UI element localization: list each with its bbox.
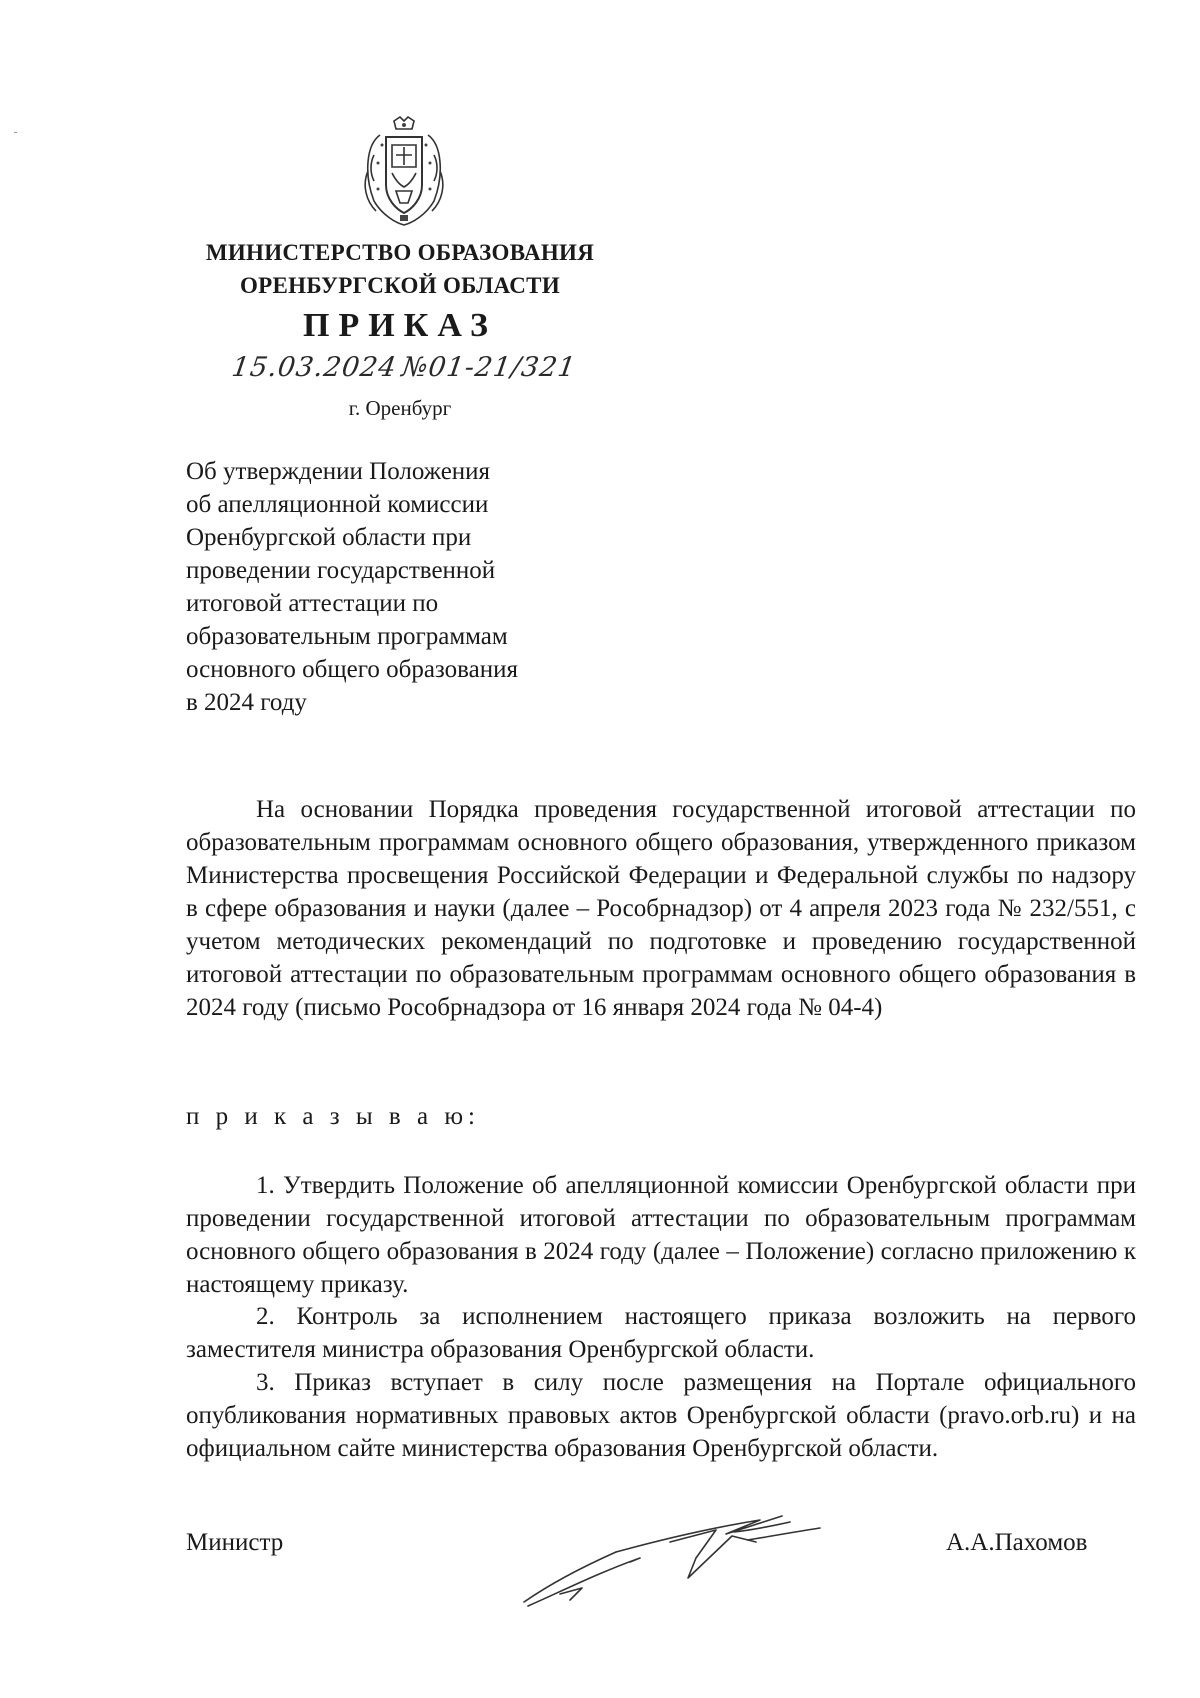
handwritten-date: 15.03.2024 [229, 352, 399, 383]
coat-of-arms-icon [356, 115, 452, 227]
subject-line: образовательным программам [186, 623, 508, 650]
resolve-word: п р и к а з ы в а ю: [186, 1103, 480, 1130]
ministry-name [150, 236, 650, 302]
city: г. Оренбург [348, 396, 452, 420]
subject-line: основного общего образования [186, 656, 518, 683]
order-subject [186, 455, 566, 719]
order-item-1: 1. Утвердить Положение об апелляционной комиссии Оренбургской области при проведении государственной итоговой аттестации по образовательным программам основного общего образования в 2024 году (далее – Положение) согласно приложению к настоящему приказу. [186, 1172, 1136, 1298]
subject-line: проведении государственной [186, 557, 496, 584]
subject-line: в 2024 году [186, 689, 307, 716]
ministry-line-2: ОРЕНБУРГСКОЙ ОБЛАСТИ [239, 273, 561, 298]
order-item-2: 2. Контроль за исполнением настоящего приказа возложить на первого заместителя министра образования Оренбургской области. [186, 1303, 1136, 1363]
signer-position: Министр [186, 1529, 284, 1556]
ministry-line-1: МИНИСТЕРСТВО ОБРАЗОВАНИЯ [205, 240, 595, 265]
order-item-3: 3. Приказ вступает в силу после размещения на Портале официального опубликования нормативных правовых актов Оренбургской области (pravo.orb.ru) и на официальном сайте министерства образования Оренбургской области. [186, 1369, 1136, 1462]
signer-name: А.А.Пахомов [946, 1529, 1088, 1556]
handwritten-signature [520, 1502, 850, 1614]
subject-line: об апелляционной комиссии [186, 491, 489, 518]
document-type: ПРИКАЗ [303, 307, 497, 344]
subject-line: Оренбургской области при [186, 524, 472, 551]
scan-speck [14, 132, 17, 133]
handwritten-order-number: №01-21/321 [399, 352, 579, 383]
preamble-paragraph: На основании Порядка проведения государственной итоговой аттестации по образовательным программам основного общего образования, утвержденного приказом Министерства просвещения Российской Федерации и Федеральной службы по надзору в сфере образования и науки (далее – Рособрнадзор) от 4 апреля 2023 года № 232/551, с учетом методических рекомендаций по подготовке и проведению государственной итоговой аттестации по образовательным программам основного общего образования в 2024 году (письмо Рособрнадзора от 16 января 2024 года № 04-4) [186, 796, 1136, 1021]
subject-line: Об утверждении Положения [186, 458, 491, 485]
subject-line: итоговой аттестации по [186, 590, 439, 617]
